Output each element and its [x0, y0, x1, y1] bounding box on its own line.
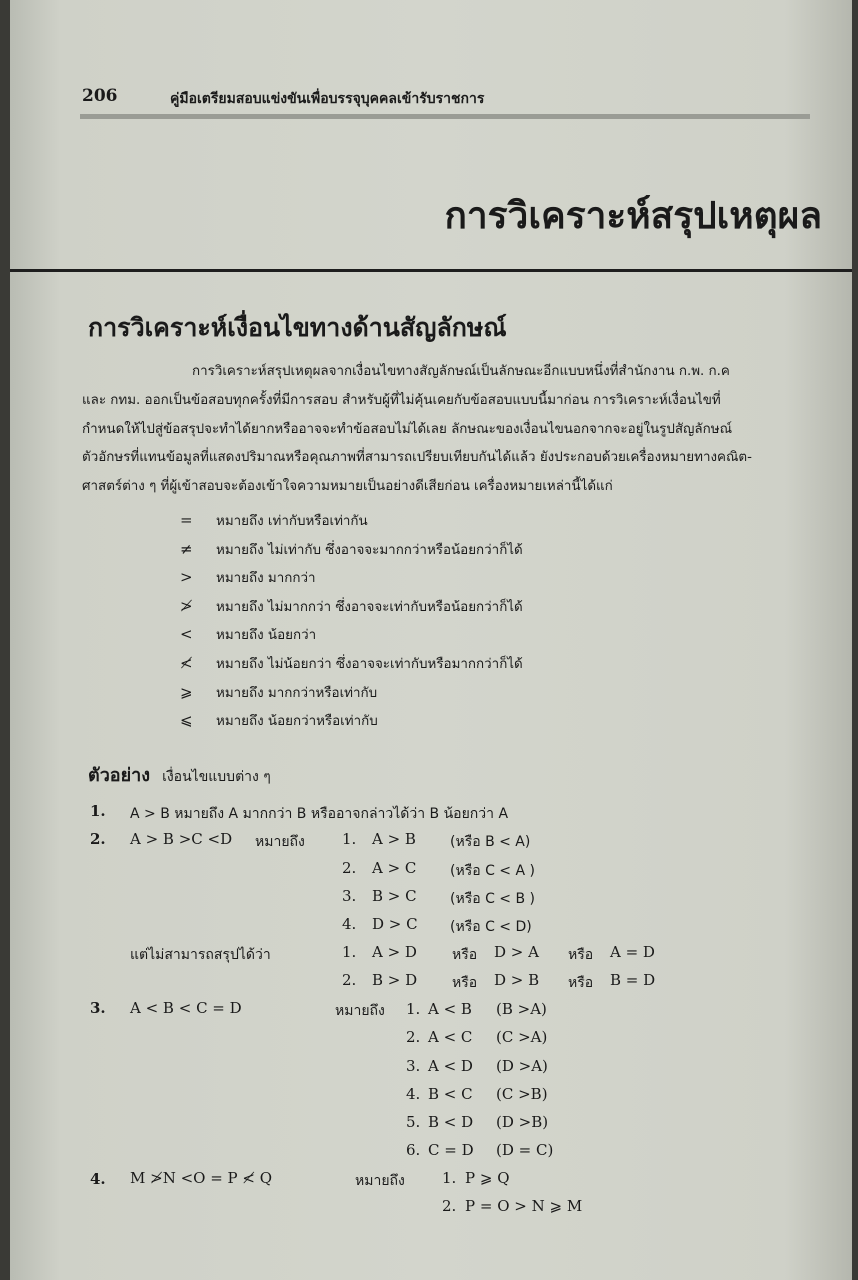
item-expr: A > C [372, 859, 417, 877]
definition-row [180, 506, 523, 535]
symbol: ≠ [180, 539, 193, 558]
meaning: หมายถึง เท่ากับหรือเท่ากัน [216, 514, 368, 529]
symbol: < [180, 625, 193, 644]
intro-line: ตัวอักษรที่แทนข้อมูลที่แสดงปริมาณหรือคุณภาพที่สามารถเปรียบเทียบกันได้แล้ว ยังประกอบด้วยเครื่องหมายทางคณิต- [82, 450, 752, 466]
intro-line: และ กทม. ออกเป็นข้อสอบทุกครั้งที่มีการสอบ สำหรับผู้ที่ไม่คุ้นเคยกับข้อสอบแบบนี้มาก่อน การวิเคราะห์เงื่อนไขที่ [82, 392, 721, 408]
example-number: 1. [90, 802, 106, 820]
definition-row [180, 649, 523, 678]
item-number: 3. [406, 1057, 421, 1075]
item-number: 2. [342, 859, 357, 877]
item-expr: B < C [428, 1085, 473, 1103]
item-alt: (B >A) [496, 1000, 547, 1018]
or-label: หรือ [568, 947, 594, 963]
section-title: การวิเคราะห์เงื่อนไขทางด้านสัญลักษณ์ [88, 313, 507, 342]
symbol: ⩾ [180, 682, 193, 701]
item-number: 4. [406, 1085, 421, 1103]
item-number: 1. [406, 1000, 421, 1018]
item-expr: P ⩾ Q [465, 1169, 510, 1187]
intro-line: การวิเคราะห์สรุปเหตุผลจากเงื่อนไขทางสัญลักษณ์เป็นลักษณะอีกแบบหนึ่งที่สำนักงาน ก.พ. ก.ค [192, 364, 730, 379]
header-rule [80, 114, 810, 119]
meaning: หมายถึง น้อยกว่า [216, 628, 317, 644]
item-expr: P = O > N ⩾ M [465, 1197, 583, 1215]
intro-paragraph [82, 358, 842, 502]
definition-row [180, 620, 523, 649]
item-alt: (C >A) [496, 1028, 548, 1046]
item-number: 1. [342, 943, 357, 961]
definition-row [180, 592, 523, 621]
item-alt: (C >B) [496, 1085, 548, 1103]
item-alt: (D = C) [496, 1141, 554, 1159]
example-condition: A < B < C = D [130, 999, 242, 1017]
item-number: 1. [342, 830, 357, 848]
examples-heading [88, 760, 271, 789]
definition-row [180, 678, 523, 707]
means-label: หมายถึง [255, 834, 305, 850]
definition-row [180, 706, 523, 735]
item-number: 2. [406, 1028, 421, 1046]
examples-title: ตัวอย่าง [88, 765, 151, 786]
item-alt: (หรือ B < A) [450, 834, 531, 850]
example-condition: A > B >C <D [130, 830, 233, 848]
item-number: 3. [342, 887, 357, 905]
means-label: หมายถึง [335, 1003, 385, 1019]
example-text: A > B หมายถึง A มากกว่า B หรืออาจกล่าวได้ว่า B น้อยกว่า A [130, 806, 509, 822]
item-alt: (หรือ C < D) [450, 919, 532, 935]
item-alt: (หรือ C < B ) [450, 891, 535, 907]
item-number: 5. [406, 1113, 421, 1131]
item-expr: A > B [372, 830, 416, 848]
or-label: หรือ [452, 947, 478, 963]
symbol: ≮ [180, 653, 193, 672]
meaning: หมายถึง ไม่มากกว่า ซึ่งอาจจะเท่ากับหรือน้อยกว่าก็ได้ [216, 599, 523, 615]
meaning: หมายถึง มากกว่า [216, 571, 316, 587]
item-alt: (D >B) [496, 1113, 549, 1131]
item-number: 1. [442, 1169, 457, 1187]
item-expr: B < D [428, 1113, 474, 1131]
item-expr: A < D [428, 1057, 473, 1075]
cannot-conclude-label: แต่ไม่สามารถสรุปได้ว่า [130, 947, 271, 963]
or-label: หรือ [452, 975, 478, 991]
or-label: หรือ [568, 975, 594, 991]
example-number: 3. [90, 999, 106, 1017]
symbol: > [180, 568, 193, 587]
example-number: 4. [90, 1170, 106, 1188]
meaning: หมายถึง ไม่น้อยกว่า ซึ่งอาจจะเท่ากับหรือมากกว่าก็ได้ [216, 656, 523, 672]
item-number: 6. [406, 1141, 421, 1159]
item-expr: A < C [428, 1028, 473, 1046]
item-number: 2. [442, 1197, 457, 1215]
item-expr: B > C [372, 887, 417, 905]
item-expr: A < B [428, 1000, 472, 1018]
item-alt: (D >A) [496, 1057, 548, 1075]
book-page [10, 0, 852, 1280]
item-expr: D > A [494, 943, 539, 961]
symbol: ≯ [180, 596, 193, 615]
item-number: 2. [342, 971, 357, 989]
symbol-definitions [180, 506, 523, 735]
meaning: หมายถึง น้อยกว่าหรือเท่ากับ [216, 714, 378, 730]
item-number: 4. [342, 915, 357, 933]
item-alt: (หรือ C < A ) [450, 863, 535, 879]
item-expr: B = D [610, 971, 656, 989]
definition-row [180, 563, 523, 592]
running-header: คู่มือเตรียมสอบแข่งขันเพื่อบรรจุบุคคลเข้ารับราชการ [170, 91, 485, 107]
definition-row [180, 535, 523, 564]
item-expr: A > D [372, 943, 417, 961]
chapter-rule [10, 269, 852, 272]
meaning: หมายถึง มากกว่าหรือเท่ากับ [216, 685, 378, 701]
symbol: = [180, 511, 193, 529]
item-expr: C = D [428, 1141, 474, 1159]
examples-subtitle: เงื่อนไขแบบต่าง ๆ [162, 769, 271, 785]
meaning: หมายถึง ไม่เท่ากับ ซึ่งอาจจะมากกว่าหรือน้อยกว่าก็ได้ [216, 542, 523, 558]
page-number: 206 [82, 86, 118, 106]
item-expr: B > D [372, 971, 418, 989]
chapter-title: การวิเคราะห์สรุปเหตุผล [444, 194, 822, 237]
item-expr: D > C [372, 915, 418, 933]
item-expr: A = D [610, 943, 655, 961]
item-expr: D > B [494, 971, 540, 989]
example-condition: M ≯N <O = P ≮ Q [130, 1169, 273, 1187]
means-label: หมายถึง [355, 1173, 405, 1189]
symbol: ⩽ [180, 711, 193, 730]
intro-line: ศาสตร์ต่าง ๆ ที่ผู้เข้าสอบจะต้องเข้าใจความหมายเป็นอย่างดีเสียก่อน เครื่องหมายเหล่านี้ได้แก่ [82, 479, 613, 495]
example-number: 2. [90, 830, 106, 848]
intro-line: กำหนดให้ไปสู่ข้อสรุปจะทำได้ยากหรืออาจจะทำข้อสอบไม่ได้เลย ลักษณะของเงื่อนไขนอกจากจะอยู่ในรูปสัญลักษณ์ [82, 421, 732, 437]
